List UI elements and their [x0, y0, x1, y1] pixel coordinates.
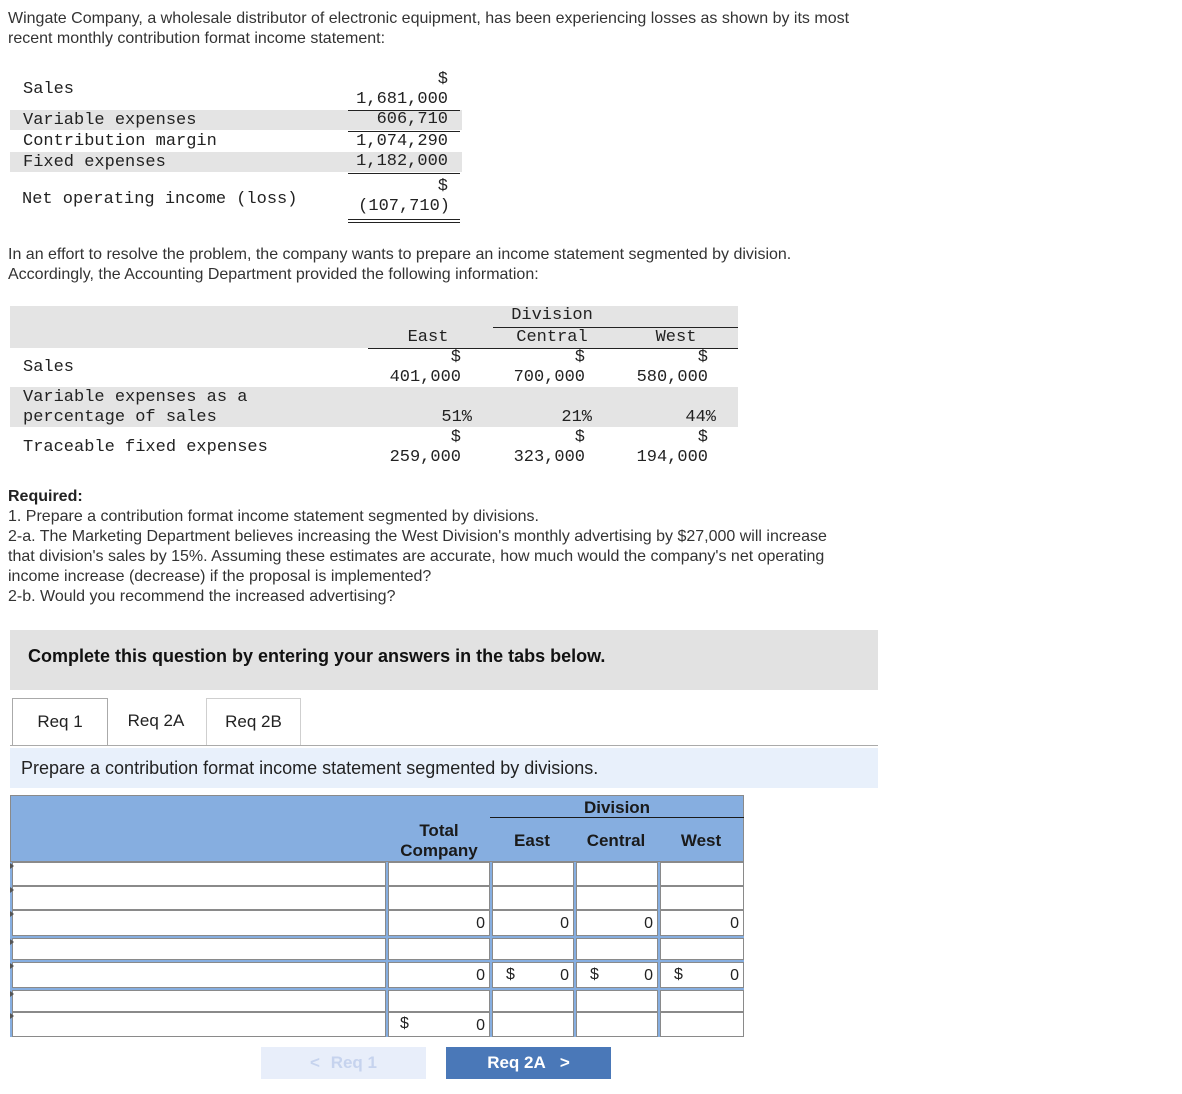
di-sales-central: 700,000 — [513, 368, 585, 387]
is-fixed-label: Fixed expenses — [23, 153, 166, 172]
tab-req-2b[interactable]: Req 2B — [206, 698, 301, 745]
is-noi-currency: $ — [437, 177, 448, 196]
segment-intro-text — [8, 245, 791, 285]
row-4-west-input[interactable] — [660, 938, 744, 960]
row-4-label-input[interactable] — [12, 938, 386, 960]
intro-line-1: Wingate Company, a wholesale distributor of electronic equipment, has been experiencing losses as shown by its most — [8, 10, 850, 27]
instruction-text: Prepare a contribution format income statement segmented by divisions. — [21, 758, 599, 778]
is-noi-value: (107,710) — [358, 197, 450, 216]
division-header: Division — [511, 306, 593, 325]
is-sales-currency: $ — [437, 70, 448, 89]
row-6-label-field[interactable] — [13, 991, 385, 1011]
row-3-west-value: 0 — [660, 910, 744, 936]
row-4-east-input[interactable] — [492, 938, 574, 960]
row-4-central-input[interactable] — [576, 938, 658, 960]
underline — [348, 173, 460, 174]
central-header: Central — [586, 831, 646, 850]
row-2-central-input[interactable] — [576, 886, 658, 910]
instruction-bar — [10, 748, 878, 788]
intro-line-2: recent monthly contribution format income statement: — [8, 30, 386, 47]
currency-symbol: $ — [674, 966, 683, 983]
row-7-total-value: 0 — [388, 1012, 490, 1037]
row-4-east-field[interactable] — [493, 939, 573, 959]
row-6-total-input[interactable] — [388, 990, 490, 1012]
row-6-label-input[interactable] — [12, 990, 386, 1012]
row-3-label-field[interactable] — [13, 911, 385, 935]
question-banner — [10, 630, 878, 690]
is-sales-label: Sales — [23, 80, 75, 99]
is-variable-value: 606,710 — [376, 110, 448, 129]
di-var-central: 21% — [561, 408, 592, 427]
row-3-total-value: 0 — [388, 910, 490, 936]
row-2-central-field[interactable] — [577, 887, 657, 909]
is-cm-label: Contribution margin — [23, 132, 217, 151]
di-var-label-2: percentage of sales — [23, 408, 217, 427]
di-var-east: 51% — [441, 408, 472, 427]
row-5-central-value: 0 — [576, 962, 658, 988]
di-sales-currency: $ — [574, 348, 585, 367]
row-1-west-field[interactable] — [661, 863, 743, 885]
next-button-label: Req 2A — [487, 1053, 546, 1072]
required-heading: Required: — [8, 488, 83, 505]
double-underline — [348, 222, 460, 223]
row-6-central-empty — [576, 990, 658, 1012]
row-marker — [10, 863, 14, 869]
row-4-total-field[interactable] — [389, 939, 489, 959]
col-east: East — [407, 328, 449, 347]
double-underline — [348, 219, 460, 220]
row-4-total-input[interactable] — [388, 938, 490, 960]
row-5-label-input[interactable] — [12, 962, 386, 988]
total-header-line-2: Company — [400, 841, 478, 860]
row-1-west-input[interactable] — [660, 862, 744, 886]
required-line-1: 1. Prepare a contribution format income statement segmented by divisions. — [8, 508, 539, 525]
di-sales-currency: $ — [697, 348, 708, 367]
prev-button-label: Req 1 — [330, 1053, 377, 1072]
row-4-label-field[interactable] — [13, 939, 385, 959]
is-noi-label: Net operating income (loss) — [22, 190, 298, 209]
row-7-central-empty — [576, 1012, 658, 1037]
di-sales-east: 401,000 — [389, 368, 461, 387]
row-5-west-value: 0 — [660, 962, 744, 988]
segment-intro-line-1: In an effort to resolve the problem, the company wants to prepare an income statement segmented by division. — [8, 246, 792, 263]
di-fixed-central: 323,000 — [513, 448, 585, 467]
segment-intro-line-2: Accordingly, the Accounting Department provided the following information: — [8, 266, 539, 283]
row-marker — [10, 887, 14, 893]
row-3-label-input[interactable] — [12, 910, 386, 936]
row-marker — [10, 939, 14, 945]
required-section — [8, 487, 827, 607]
di-var-west: 44% — [685, 408, 716, 427]
row-7-label-input[interactable] — [12, 1012, 386, 1037]
total-company-header — [388, 821, 490, 861]
row-6-west-empty — [660, 990, 744, 1012]
row-3-central-value: 0 — [576, 910, 658, 936]
is-cm-value: 1,074,290 — [356, 132, 448, 151]
row-6-total-field[interactable] — [389, 991, 489, 1011]
currency-symbol: $ — [506, 966, 515, 983]
row-2-total-input[interactable] — [388, 886, 490, 910]
row-marker — [10, 963, 14, 969]
row-1-total-input[interactable] — [388, 862, 490, 886]
required-line-3: that division's sales by 15%. Assuming these estimates are accurate, how much would the company's net operating — [8, 548, 825, 565]
di-fixed-currency: $ — [574, 428, 585, 447]
banner-text: Complete this question by entering your answers in the tabs below. — [28, 646, 606, 666]
currency-symbol: $ — [590, 966, 599, 983]
row-2-west-field[interactable] — [661, 887, 743, 909]
row-1-central-input[interactable] — [576, 862, 658, 886]
row-1-central-field[interactable] — [577, 863, 657, 885]
di-fixed-currency: $ — [450, 428, 461, 447]
required-line-5: 2-b. Would you recommend the increased advertising? — [8, 588, 396, 605]
di-fixed-label: Traceable fixed expenses — [23, 438, 268, 457]
di-sales-label: Sales — [23, 358, 75, 377]
west-header: West — [680, 831, 722, 850]
row-2-east-field[interactable] — [493, 887, 573, 909]
is-sales-value: 1,681,000 — [356, 90, 448, 109]
di-fixed-currency: $ — [697, 428, 708, 447]
di-sales-west: 580,000 — [636, 368, 708, 387]
row-7-east-empty — [492, 1012, 574, 1037]
row-2-label-field[interactable] — [13, 887, 385, 909]
row-2-west-input[interactable] — [660, 886, 744, 910]
row-marker — [10, 991, 14, 997]
division-header: Division — [583, 798, 651, 817]
di-var-label-1: Variable expenses as a — [23, 388, 248, 407]
di-fixed-east: 259,000 — [389, 448, 461, 467]
row-1-east-field[interactable] — [493, 863, 573, 885]
row-marker — [10, 911, 14, 917]
row-3-east-value: 0 — [492, 910, 574, 936]
di-sales-currency: $ — [450, 348, 461, 367]
row-5-total-value: 0 — [388, 962, 490, 988]
tab-req-2a[interactable]: Req 2A — [110, 698, 202, 744]
row-6-east-empty — [492, 990, 574, 1012]
row-1-label-input[interactable] — [12, 862, 386, 886]
tab-req-1[interactable]: Req 1 — [12, 698, 108, 745]
east-header: East — [514, 831, 550, 850]
row-5-east-value: 0 — [492, 962, 574, 988]
col-central: Central — [516, 328, 588, 347]
currency-symbol: $ — [400, 1015, 409, 1032]
prev-button[interactable] — [261, 1047, 426, 1079]
answer-table — [10, 795, 744, 1037]
col-west: West — [655, 328, 697, 347]
next-button[interactable] — [446, 1047, 611, 1079]
tab-divider — [10, 745, 878, 746]
row-4-west-field[interactable] — [661, 939, 743, 959]
row-2-label-input[interactable] — [12, 886, 386, 910]
intro-text — [8, 9, 849, 49]
row-1-label-field[interactable] — [13, 863, 385, 885]
row-7-label-field[interactable] — [13, 1013, 385, 1036]
required-line-2: 2-a. The Marketing Department believes increasing the West Division's monthly advertising by $27,000 will increase — [8, 528, 827, 545]
row-2-east-input[interactable] — [492, 886, 574, 910]
row-2-total-field[interactable] — [389, 887, 489, 909]
row-7-west-empty — [660, 1012, 744, 1037]
row-4-central-field[interactable] — [577, 939, 657, 959]
chevron-left-icon: < — [310, 1053, 320, 1072]
row-1-east-input[interactable] — [492, 862, 574, 886]
is-variable-label: Variable expenses — [23, 111, 197, 130]
chevron-right-icon: > — [559, 1053, 570, 1072]
di-fixed-west: 194,000 — [636, 448, 708, 467]
is-fixed-value: 1,182,000 — [356, 152, 448, 171]
row-marker — [10, 1013, 14, 1019]
row-5-label-field[interactable] — [13, 963, 385, 987]
row-1-total-field[interactable] — [389, 863, 489, 885]
total-header-line-1: Total — [419, 821, 459, 840]
required-line-4: income increase (decrease) if the proposal is implemented? — [8, 568, 432, 585]
